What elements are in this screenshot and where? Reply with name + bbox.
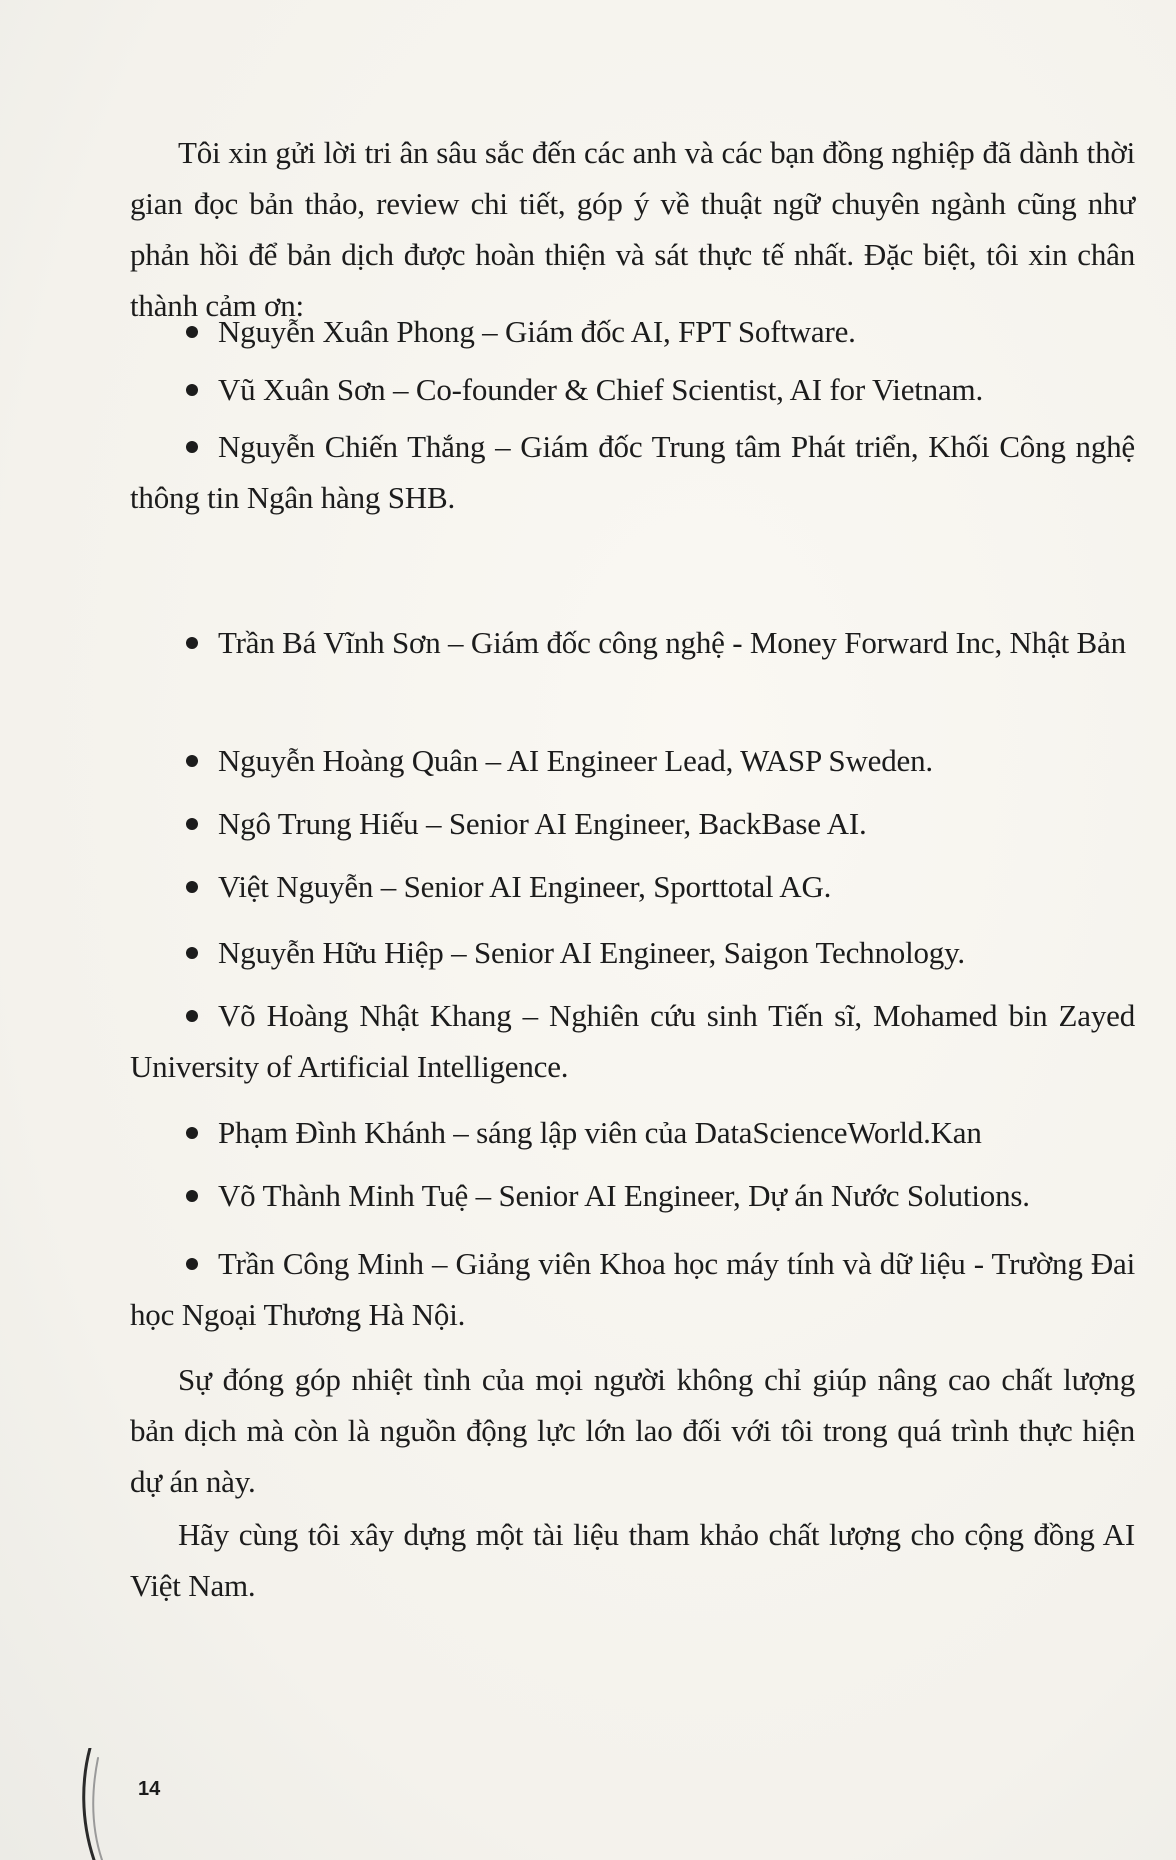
- acknowledgement-item: Nguyễn Chiến Thắng – Giám đốc Trung tâm Phát triển, Khối Công nghệ thông tin Ngân hàng SHB.: [130, 429, 1135, 515]
- bullet-icon: [186, 1010, 198, 1022]
- page-edge-shadow: [76, 1748, 106, 1860]
- acknowledgement-item: Phạm Đình Khánh – sáng lập viên của DataScienceWorld.Kan: [130, 1107, 1135, 1158]
- intro-paragraph: Tôi xin gửi lời tri ân sâu sắc đến các anh và các bạn đồng nghiệp đã dành thời gian đọc bản thảo, review chi tiết, góp ý về thuật ngữ chuyên ngành cũng như phản hồi để bản dịch được hoàn thiện và sát thực tế nhất. Đặc biệt, tôi xin chân thành cảm ơn:: [130, 135, 1135, 323]
- closing-paragraph: Hãy cùng tôi xây dựng một tài liệu tham khảo chất lượng cho cộng đồng AI Việt Nam.: [130, 1517, 1135, 1603]
- bullet-icon: [186, 1127, 198, 1139]
- bullet-icon: [186, 384, 198, 396]
- bullet-icon: [186, 441, 198, 453]
- acknowledgement-item: Trần Bá Vĩnh Sơn – Giám đốc công nghệ - Money Forward Inc, Nhật Bản: [130, 617, 1135, 668]
- acknowledgement-item: Võ Thành Minh Tuệ – Senior AI Engineer, Dự án Nước Solutions.: [130, 1170, 1135, 1221]
- acknowledgement-item: Nguyễn Xuân Phong – Giám đốc AI, FPT Software.: [130, 306, 1135, 357]
- bullet-icon: [186, 637, 198, 649]
- acknowledgement-item: Vũ Xuân Sơn – Co-founder & Chief Scientist, AI for Vietnam.: [130, 364, 1135, 415]
- bullet-icon: [186, 947, 198, 959]
- contribution-paragraph: Sự đóng góp nhiệt tình của mọi người không chỉ giúp nâng cao chất lượng bản dịch mà còn là nguồn động lực lớn lao đối với tôi trong quá trình thực hiện dự án này.: [130, 1362, 1135, 1499]
- bullet-icon: [186, 881, 198, 893]
- bullet-icon: [186, 1190, 198, 1202]
- acknowledgement-item: Nguyễn Hữu Hiệp – Senior AI Engineer, Saigon Technology.: [130, 927, 1135, 978]
- bullet-icon: [186, 755, 198, 767]
- acknowledgement-item: Việt Nguyễn – Senior AI Engineer, Sporttotal AG.: [130, 861, 1135, 912]
- acknowledgement-item: Trần Công Minh – Giảng viên Khoa học máy tính và dữ liệu - Trường Đai học Ngoại Thương Hà Nội.: [130, 1246, 1135, 1332]
- acknowledgement-item: Võ Hoàng Nhật Khang – Nghiên cứu sinh Tiến sĩ, Mohamed bin Zayed University of Artificial Intelligence.: [130, 998, 1135, 1084]
- page-number: 14: [138, 1778, 161, 1800]
- bullet-icon: [186, 1258, 198, 1270]
- bullet-icon: [186, 326, 198, 338]
- bullet-icon: [186, 818, 198, 830]
- acknowledgement-item: Nguyễn Hoàng Quân – AI Engineer Lead, WASP Sweden.: [130, 735, 1135, 786]
- acknowledgement-item: Ngô Trung Hiếu – Senior AI Engineer, BackBase AI.: [130, 798, 1135, 849]
